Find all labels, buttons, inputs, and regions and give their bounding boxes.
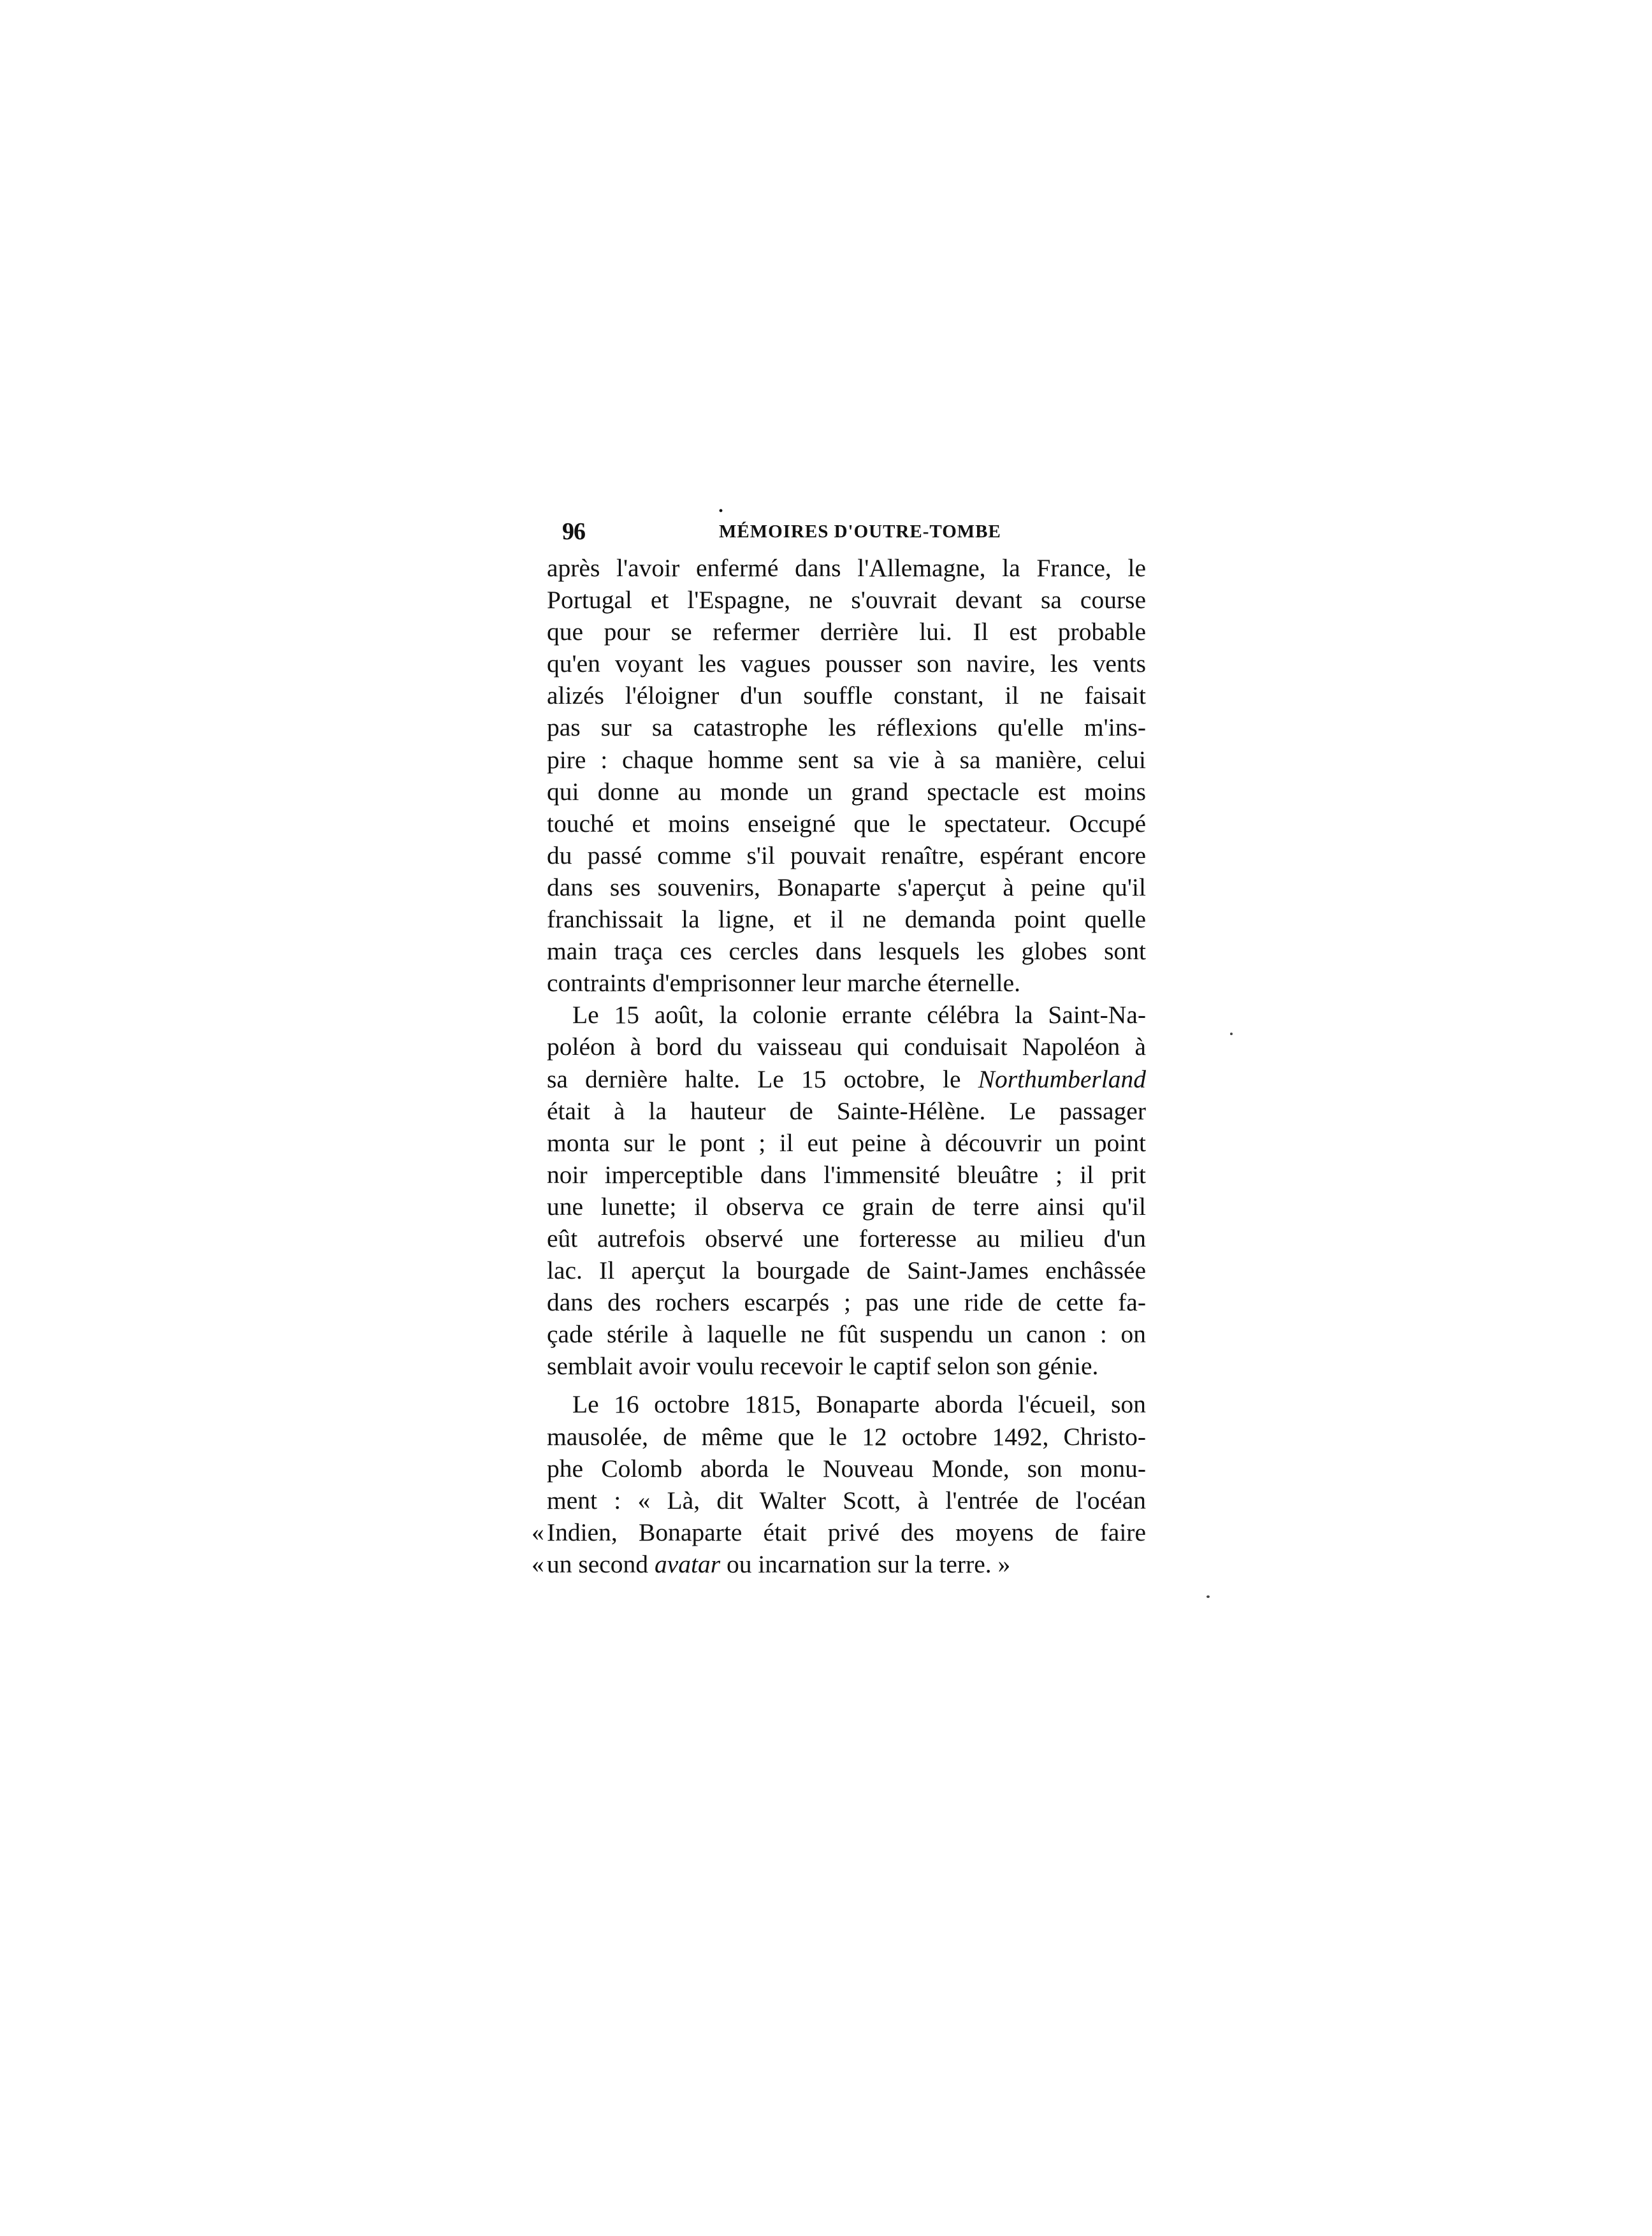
text-line: touché et moins enseigné que le spectateur. Occupé <box>547 809 1146 838</box>
text-line: noir imperceptible dans l'immensité bleuâtre ; il prit <box>547 1160 1146 1189</box>
text-line: eût autrefois observé une forteresse au milieu d'un <box>547 1224 1146 1252</box>
scan-speck <box>1230 1033 1233 1035</box>
text-fragment: Indien, Bonaparte était privé des moyens de faire <box>547 1518 1146 1546</box>
text-line-quoted <box>532 1516 1146 1548</box>
text-line: qui donne au monde un grand spectacle est moins <box>547 777 1146 806</box>
text-line: lac. Il aperçut la bourgade de Saint-James enchâssée <box>547 1256 1146 1285</box>
text-line: contraints d'emprisonner leur marche éternelle. <box>547 969 1021 998</box>
text-fragment: sa dernière halte. Le 15 octobre, le <box>547 1064 978 1093</box>
text-line: qu'en voyant les vagues pousser son navire, les vents <box>547 650 1146 678</box>
page-text-block <box>532 500 1146 1580</box>
text-line: était à la hauteur de Sainte-Hélène. Le passager <box>547 1096 1146 1125</box>
text-line: pire : chaque homme sent sa vie à sa manière, celui <box>547 745 1146 774</box>
text-line: après l'avoir enfermé dans l'Allemagne, la France, le <box>547 554 1146 582</box>
text-fragment: un second <box>547 1550 655 1578</box>
text-line: du passé comme s'il pouvait renaître, espérant encore <box>547 841 1146 869</box>
text-line: alizés l'éloigner d'un souffle constant, il ne faisait <box>547 681 1146 710</box>
text-line: une lunette; il observa ce grain de terre ainsi qu'il <box>547 1192 1146 1221</box>
text-line: pas sur sa catastrophe les réflexions qu'elle m'ins- <box>547 713 1146 742</box>
header-dot: · <box>718 500 725 521</box>
text-line: poléon à bord du vaisseau qui conduisait Napoléon à <box>547 1033 1146 1061</box>
text-line: dans des rochers escarpés ; pas une ride de cette fa- <box>547 1288 1146 1317</box>
text-line: phe Colomb aborda le Nouveau Monde, son monu- <box>547 1454 1146 1483</box>
scan-speck <box>1206 1595 1210 1598</box>
text-line: que pour se refermer derrière lui. Il est probable <box>547 618 1146 646</box>
paragraph-2 <box>547 999 1146 1382</box>
text-line: çade stérile à laquelle ne fût suspendu un canon : on <box>547 1320 1146 1349</box>
paragraph-1 <box>547 552 1146 999</box>
text-fragment: ou incarnation sur la terre. » <box>720 1550 1011 1578</box>
italic-word: avatar <box>654 1550 721 1578</box>
text-line: main traça ces cercles dans lesquels les globes sont <box>547 937 1146 966</box>
text-line: ment : « Là, dit Walter Scott, à l'entrée de l'océan <box>547 1486 1146 1514</box>
page-number: 96 <box>562 518 585 545</box>
text-line: Le 15 août, la colonie errante célébra la Saint-Na- <box>572 1001 1146 1029</box>
text-line: dans ses souvenirs, Bonaparte s'aperçut à peine qu'il <box>547 873 1146 901</box>
body-text <box>532 552 1146 1580</box>
text-line: semblait avoir voulu recevoir le captif selon son génie. <box>547 1352 1099 1381</box>
ship-name: Northumberland <box>978 1064 1146 1093</box>
text-line: franchissait la ligne, et il ne demanda point quelle <box>547 905 1146 934</box>
text-line: Le 16 octobre 1815, Bonaparte aborda l'écueil, son <box>572 1390 1146 1419</box>
quote-mark: « <box>532 1518 544 1546</box>
quote-mark: « <box>532 1550 544 1578</box>
running-head <box>547 500 1146 548</box>
text-line: monta sur le pont ; il eut peine à découvrir un point <box>547 1128 1146 1157</box>
text-line: Portugal et l'Espagne, ne s'ouvrait devant sa course <box>547 586 1146 614</box>
text-line: mausolée, de même que le 12 octobre 1492, Christo- <box>547 1422 1146 1451</box>
paragraph-3 <box>532 1388 1146 1580</box>
text-line-quoted <box>532 1548 1146 1580</box>
text-line-with-italic <box>547 1063 1146 1095</box>
running-title: MÉMOIRES D'OUTRE-TOMBE <box>719 521 1001 542</box>
